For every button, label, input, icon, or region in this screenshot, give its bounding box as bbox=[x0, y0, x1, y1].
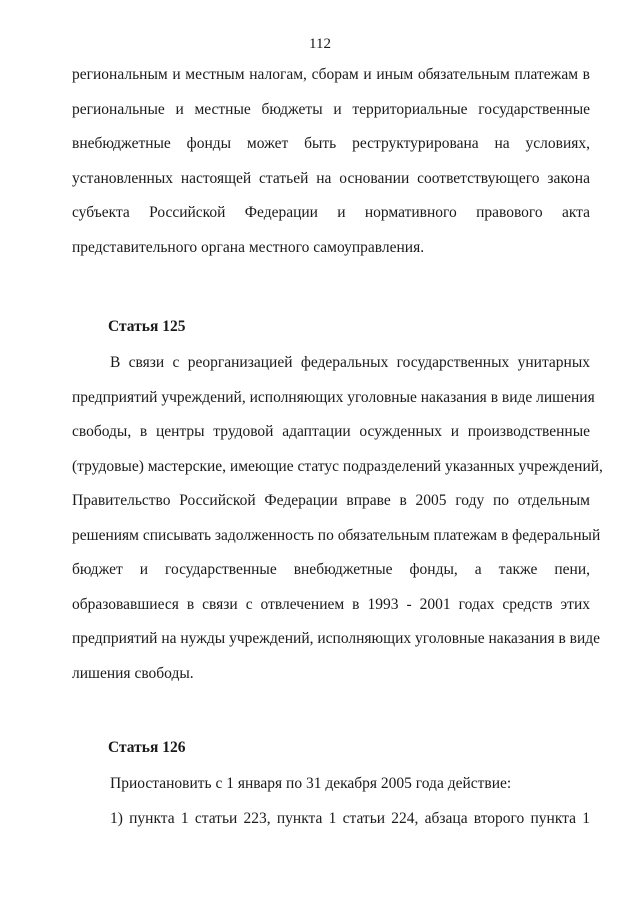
text-line: установленных настоящей статьей на основании соответствующего закона bbox=[72, 169, 590, 187]
text-line: региональные и местные бюджеты и территориальные государственные bbox=[72, 100, 590, 118]
page-number: 112 bbox=[309, 36, 331, 52]
text-line: представительного органа местного самоуправления. bbox=[72, 238, 425, 256]
text-line: субъекта Российской Федерации и нормативного правового акта bbox=[72, 204, 590, 221]
text-line: Приостановить с 1 января по 31 декабря 2005 года действие: bbox=[110, 775, 512, 792]
text-line: Правительство Российской Федерации вправе в 2005 году по отдельным bbox=[72, 492, 590, 509]
article-125-heading: Статья 125 bbox=[108, 318, 186, 335]
text-line: предприятий учреждений, исполняющих уголовные наказания в виде лишения bbox=[72, 388, 595, 406]
text-line: региональным и местным налогам, сборам и иным обязательным платежам в bbox=[72, 66, 590, 83]
text-line: 1) пункта 1 статьи 223, пункта 1 статьи 224, абзаца второго пункта 1 bbox=[110, 809, 590, 827]
paragraph-continuation bbox=[72, 58, 590, 265]
text-line: предприятий на нужды учреждений, исполняющих уголовные наказания в виде bbox=[72, 630, 601, 647]
text-line: внебюджетные фонды может быть реструктурирована на условиях, bbox=[72, 135, 590, 152]
text-line: свободы, в центры трудовой адаптации осужденных и производственные bbox=[72, 423, 590, 440]
text-line: лишения свободы. bbox=[72, 664, 194, 682]
article-125-body bbox=[72, 346, 603, 691]
text-line: решениям списывать задолженность по обязательным платежам в федеральный bbox=[72, 526, 601, 544]
text-line: В связи с реорганизацией федеральных государственных унитарных bbox=[110, 354, 590, 371]
text-line: (трудовые) мастерские, имеющие статус подразделений указанных учреждений, bbox=[72, 457, 603, 475]
text-line: образовавшиеся в связи с отвлечением в 1993 - 2001 годах средств этих bbox=[72, 595, 590, 613]
article-126-heading: Статья 126 bbox=[108, 739, 186, 756]
article-126-body bbox=[72, 767, 590, 836]
text-line: бюджет и государственные внебюджетные фонды, а также пени, bbox=[72, 561, 590, 578]
